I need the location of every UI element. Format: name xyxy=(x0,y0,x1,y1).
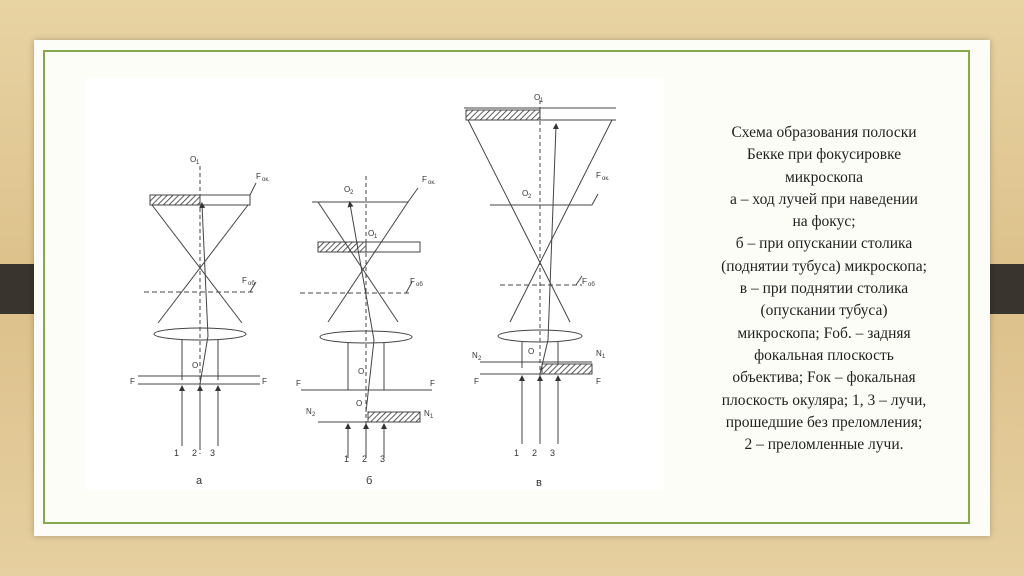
panel-v-fob-sub: об xyxy=(588,282,595,288)
panel-b-stage-hatch xyxy=(368,412,420,422)
panel-b-fob-sub: об xyxy=(416,282,423,288)
panel-v-fok-sub: ок. xyxy=(602,176,610,182)
panel-a-fob-sub: об xyxy=(248,281,255,287)
panel-a-eyepiece-hatch xyxy=(150,195,200,205)
panel-v-n2-label: N xyxy=(472,351,478,360)
panel-v-o2-sub: 2 xyxy=(528,194,532,200)
caption-line: микроскопа; Fоб. – задняя xyxy=(737,324,911,342)
panel-a-fok-sub: ок. xyxy=(262,177,270,183)
caption-line: на фокус; xyxy=(792,213,856,231)
panel-v-fob-label: F xyxy=(582,277,587,286)
caption-line: Схема образования полоски xyxy=(731,124,917,141)
panel-a-o-label: O xyxy=(192,361,199,370)
panel-b-f-right: F xyxy=(430,379,435,388)
panel-v-f-left: F xyxy=(474,377,479,386)
panel-b-ray2-label: 2 xyxy=(362,454,368,464)
panel-a-label: а xyxy=(196,475,203,487)
caption-line: (опускании тубуса) xyxy=(760,302,888,320)
caption-line: (поднятии тубуса) микроскопа; xyxy=(721,257,927,275)
caption-line: 2 – преломленные лучи. xyxy=(744,436,904,454)
panel-v-n1-sub: 1 xyxy=(602,354,606,360)
panel-v-ray1-label: 1 xyxy=(514,448,520,458)
panel-b-o1-label: O xyxy=(368,229,375,238)
caption-line: микроскопа xyxy=(784,168,864,186)
panel-a-ray2-label: 2 xyxy=(192,448,198,458)
panel-b-n2-label: N xyxy=(306,407,312,416)
panel-a-ray3-label: 3 xyxy=(210,448,216,458)
panel-v-stage-hatch xyxy=(542,364,592,374)
caption-line: объектива; Fок – фокальная xyxy=(732,369,916,387)
diagram-svg xyxy=(86,78,664,490)
caption-line: фокальная плоскость xyxy=(754,346,894,364)
panel-a-ray1-label: 1 xyxy=(174,448,180,458)
caption-line: прошедшие без преломления; xyxy=(725,413,923,431)
panel-v-o2-label: O xyxy=(522,189,529,198)
panel-b-o-label: O xyxy=(358,367,365,376)
panel-b-o2-sub: 2 xyxy=(350,190,354,196)
panel-a-o1-sub: 1 xyxy=(196,160,200,166)
panel-v-eyepiece-hatch xyxy=(466,110,540,120)
panel-a-f-left: F xyxy=(130,377,135,386)
caption-line: а – ход лучей при наведении xyxy=(730,190,918,208)
panel-v-o-label: O xyxy=(528,347,535,356)
panel-a-f-right: F xyxy=(262,377,267,386)
panel-v-f-right: F xyxy=(596,377,601,386)
panel-b-n2-sub: 2 xyxy=(312,412,316,418)
panel-b-ray1-label: 1 xyxy=(344,454,350,464)
caption-line: б – при опускании столика xyxy=(735,235,913,253)
panel-v-n1-label: N xyxy=(596,349,602,358)
panel-b-ray3-label: 3 xyxy=(380,454,386,464)
caption-line: плоскость окуляра; 1, 3 – лучи, xyxy=(721,391,927,409)
panel-v-o1-label: O xyxy=(534,93,541,102)
panel-v-fok-label: F xyxy=(596,171,601,180)
panel-v-n2-sub: 2 xyxy=(478,356,482,362)
panel-b-o-lower-label: O xyxy=(356,399,363,408)
panel-b-fob-label: F xyxy=(410,277,415,286)
becke-line-diagram xyxy=(86,78,664,490)
panel-b-specimen-plate xyxy=(366,242,420,252)
diagram-caption xyxy=(686,122,962,456)
panel-b-n1-sub: 1 xyxy=(430,414,434,420)
panel-v-ray3-label: 3 xyxy=(550,448,556,458)
panel-b-o1-sub: 1 xyxy=(374,234,378,240)
panel-b-label: б xyxy=(366,475,373,487)
panel-a-o1-label: O xyxy=(190,155,197,164)
panel-a-fok-label: F xyxy=(256,172,261,181)
panel-v-label: в xyxy=(536,477,542,489)
caption-line: в – при поднятии столика xyxy=(739,280,909,298)
panel-b-o2-label: O xyxy=(344,185,351,194)
panel-v-o1-sub: 1 xyxy=(540,98,544,104)
panel-b-f-left: F xyxy=(296,379,301,388)
panel-b-n1-label: N xyxy=(424,409,430,418)
panel-a-eyepiece-plate xyxy=(200,195,250,205)
panel-v-ray2-label: 2 xyxy=(532,448,538,458)
panel-b-fok-label: F xyxy=(422,175,427,184)
caption-line: Бекке при фокусировке xyxy=(746,146,902,164)
panel-b-fok-sub: ок. xyxy=(428,180,436,186)
panel-b-specimen-hatch xyxy=(318,242,366,252)
panel-a-fob-label: F xyxy=(242,276,247,285)
